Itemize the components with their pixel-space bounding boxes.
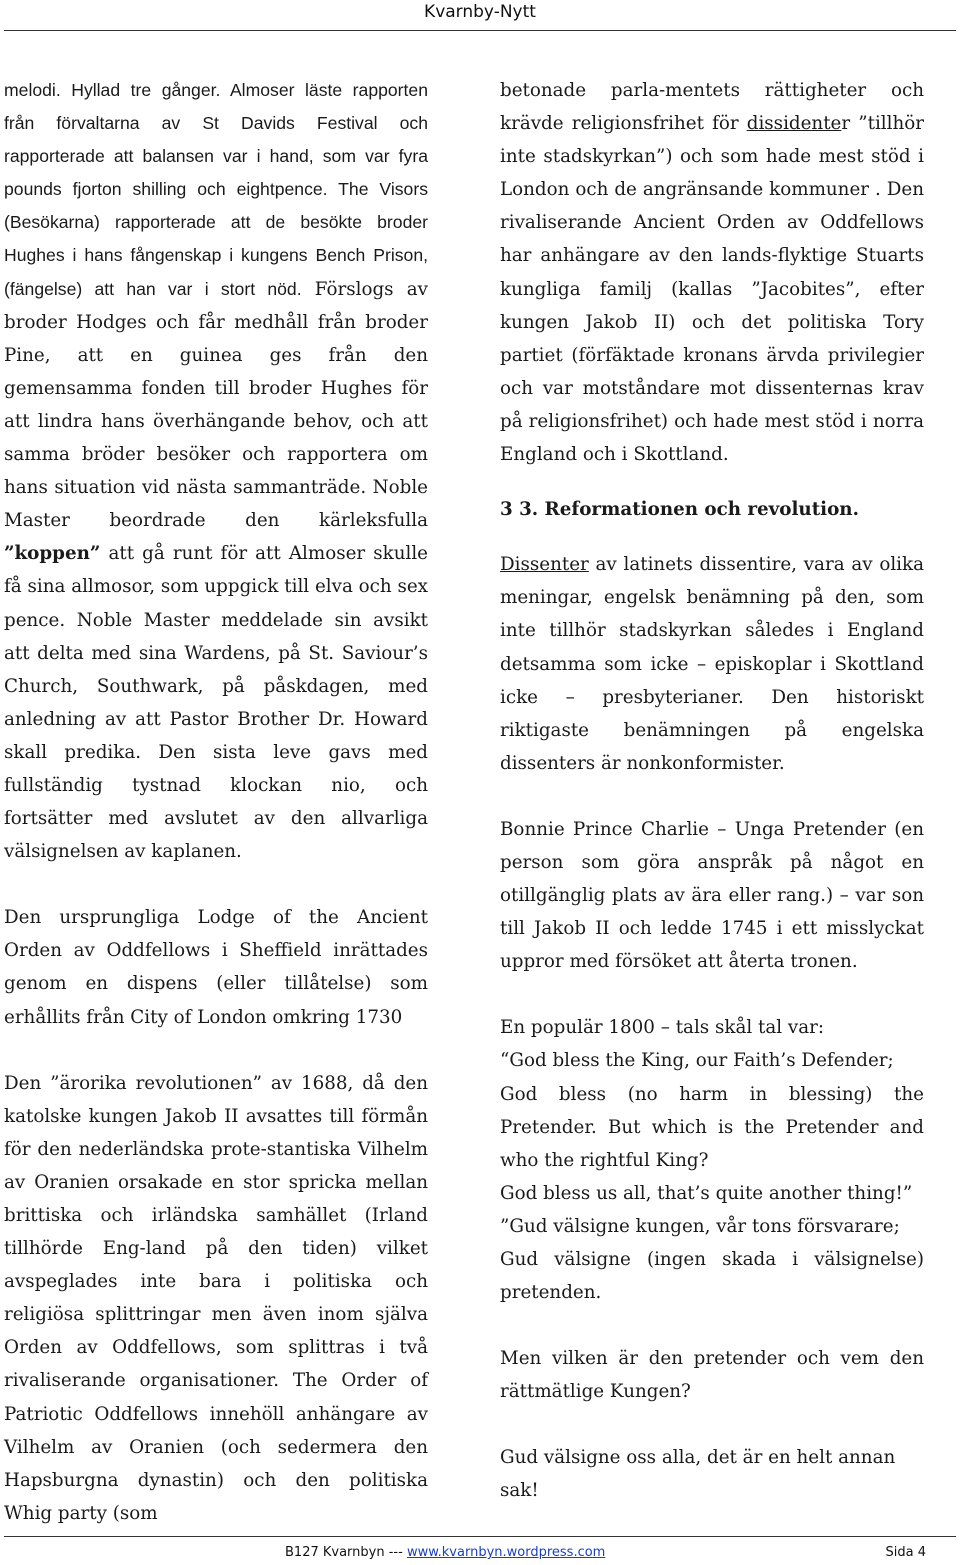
page-number: Sida 4 <box>885 1545 926 1560</box>
section-heading: 3 3. Reformationen och revolution. <box>500 499 859 521</box>
right-column <box>500 74 924 1508</box>
toast-swedish-2: Gud välsigne (ingen skada i välsignelse) pretenden. <box>500 1249 924 1304</box>
header-divider <box>4 30 956 31</box>
page-footer <box>0 1536 960 1565</box>
left-column <box>4 74 428 1530</box>
paragraph-closing: Gud välsigne oss alla, det är en helt annan sak! <box>500 1447 896 1502</box>
toast-line-1: “God bless the King, our Faith’s Defender; <box>500 1050 894 1072</box>
paragraph-pretender-question: Men vilken är den pretender och vem den rättmätlige Kungen? <box>500 1348 924 1403</box>
footer-divider <box>4 1536 956 1537</box>
dissenter-link[interactable]: Dissenter <box>500 554 589 576</box>
dissidenter-link[interactable]: dissidente <box>746 113 842 135</box>
paragraph-bonnie-prince: Bonnie Prince Charlie – Unga Pretender (en person som göra anspråk på något en otillgänglig plats av ära eller rang.) – var son till Jakob II och ledde 1745 i ett misslyckat uppror med försöket att återta tronen. <box>500 818 924 973</box>
paragraph-dissenter: Dissenter av latinets dissentire, vara av olika meningar, engelsk benämning på den, som inte tillhör stadskyrkan således i England detsamma som icke – episkoplar i Skottland icke – presbyterianer. Den historiskt riktigaste benämningen på engelska dissenters är nonkonformister. <box>500 554 924 774</box>
paragraph-glorious-revolution: Den ”ärorika revolutionen” av 1688, då den katolske kungen Jakob II avsattes till förmån för den nederländska prote-stantiska Vilhelm av Oranien orsakade en stor spricka mellan brittiska och irländska samhället (Irland tillhörde Eng-land på den tiden) vilket avspeglades inte bara i politiska och religiösa splittringar men även inom själva Orden av Oddfellows, som splittras i två rivaliserande organisationer. The Order of Patriotic Oddfellows innehöll anhängare av Vilhelm av Oranien (och sedermera den Hapsburgna dynastin) och den politiska Whig party (som <box>4 1072 428 1524</box>
minutes-text-part-c: att gå runt för att Almoser skulle få sina allmosor, som uppgick till elva och sex pence. Noble Master meddelade sin avsikt att delta med sina Wardens, på St. Saviour’s Church, Southwark, på påskdagen, med anledning av att Pastor Brother Dr. Howard skall predika. Den sista leve gavs med fullständig tystnad klockan nio, och fortsätter med avslutet av den allvarliga välsignelsen av kaplanen. <box>4 543 428 863</box>
toast-swedish-1: ”Gud välsigne kungen, vår tons försvarare; <box>500 1215 900 1237</box>
minutes-text-part-a: melodi. Hyllad tre gånger. Almoser läste rapporten från förvaltarna av St Davids Festival och rapporterade att balansen var i hand, som var fyra pounds fjorton shilling och eightpence. The Visors (Besökarna) rapporterade att de besökte broder Hughes i hans fångenskap i kungens Bench Prison, (fängelse) att han var i stort nöd. <box>4 80 428 299</box>
toast-intro: En populär 1800 – tals skål tal var: <box>500 1017 825 1039</box>
minutes-text-part-b: Förslogs av broder Hodges och får medhåll från broder Pine, att en guinea ges från den gemensamma fonden till broder Hughes för att lindra hans överhängande behov, och att samma bröder besöker och rapportera om hans situation vid nästa sammanträde. Noble Master beordrade den kärleksfulla <box>4 278 428 532</box>
footer-text: B127 Kvarnbyn --- www.kvarnbyn.wordpress.com <box>285 1545 606 1560</box>
toast-line-3: God bless us all, that’s quite another thing!” <box>500 1182 913 1204</box>
paragraph-sheffield-lodge: Den ursprungliga Lodge of the Ancient Orden av Oddfellows i Sheffield inrättades genom en dispens (eller tillåtelse) som erhållits från City of London omkring 1730 <box>4 907 428 1028</box>
toast-line-2: God bless (no harm in blessing) the Pretender. But which is the Pretender and who the rightful King? <box>500 1083 924 1171</box>
koppen-bold: ”koppen” <box>4 543 101 565</box>
newsletter-title: Kvarnby-Nytt <box>424 2 536 22</box>
paragraph-minutes <box>4 74 428 868</box>
page-header <box>0 0 960 34</box>
website-link[interactable]: www.kvarnbyn.wordpress.com <box>406 1545 606 1560</box>
paragraph-whig-tory: betonade parla-mentets rättigheter och krävde religionsfrihet för dissidenter ”tillhör inte stadskyrkan”) och som hade mest stöd i London och de angränsande kommuner . Den rivaliserande Ancient Orden av Oddfellows har anhängare av den lands-flyktige Stuarts kungliga familj (kallas ”Jacobites”, efter kungen Jakob II) och det politiska Tory partiet (förfäktade kronans ärvda privilegier och var motståndare mot dissenternas krav på religionsfrihet) och hade mest stöd i norra England och i Skottland. <box>500 80 925 466</box>
